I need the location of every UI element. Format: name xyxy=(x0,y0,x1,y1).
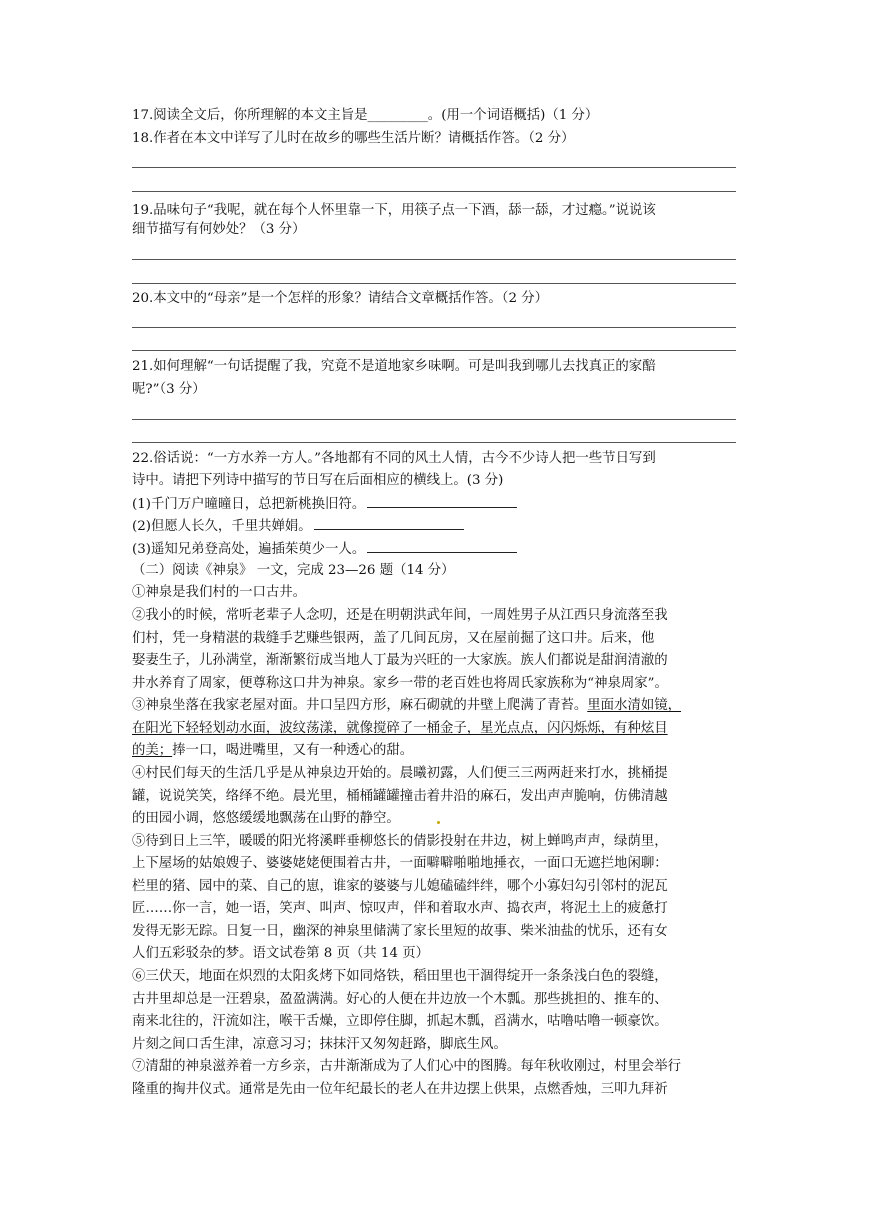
question-21-line-2: 呢?”（3 分） xyxy=(132,382,206,397)
paragraph-4-line: 罐，说说笑笑，络绎不绝。晨光里，桶桶罐罐撞击着井沿的麻石，发出声声脆响，仿佛清越 xyxy=(132,789,668,804)
paragraph-3-line xyxy=(132,742,738,760)
poem-item-1 xyxy=(132,495,738,514)
paragraph-5-line: 匠……你一言，她一语，笑声、叫声、惊叹声，伴和着取水声、捣衣声，将泥土上的疲惫打 xyxy=(132,901,668,916)
paragraph-3-line xyxy=(132,697,738,715)
paragraph-5-line: 发得无影无踪。日复一日，幽深的神泉里储满了家长里短的故事、柴米油盐的忧乐，还有女 xyxy=(132,924,668,939)
poem-text: (1)千门万户曈曈日，总把新桃换旧符。 xyxy=(132,497,366,512)
question-18: 18.作者在本文中详写了儿时在故乡的哪些生活片断？请概括作答。（2 分） xyxy=(132,131,575,146)
paragraph-7-line: ⑦清甜的神泉滋养着一方乡亲，古井渐渐成为了人们心中的图腾。每年秋收刚过，村里会举行 xyxy=(132,1059,682,1074)
answer-line[interactable] xyxy=(132,167,736,168)
section-2-heading: （二）阅读《神泉》 一文，完成 23—26 题（14 分） xyxy=(132,563,455,578)
question-17: 17.阅读全文后，你所理解的本文主旨是_________。(用一个词语概括)（1 分） xyxy=(132,108,599,123)
paragraph-3-line xyxy=(132,720,738,738)
question-19-line-1: 19.品味句子“我呢，就在每个人怀里靠一下，用筷子点一下酒，舔一舔，才过瘾。”说说该 xyxy=(132,203,656,218)
paragraph-2-line: 井水养育了周家，便尊称这口井为神泉。家乡一带的老百姓也将周氏家族称为“神泉周家”。 xyxy=(132,676,668,691)
poem-item-2 xyxy=(132,517,738,536)
answer-line[interactable] xyxy=(132,259,736,260)
fill-blank[interactable] xyxy=(314,517,464,530)
decorative-dot xyxy=(437,821,440,824)
paragraph-2-line: 们村，凭一身精湛的栽缝手艺赚些银两，盖了几间瓦房，又在屋前掘了这口井。后来，他 xyxy=(132,631,655,646)
paragraph-6-line: 片刻之间口舌生津，凉意习习；抹抹汗又匆匆赶路，脚底生风。 xyxy=(132,1037,507,1052)
question-20: 20.本文中的“母亲”是一个怎样的形象？请结合文章概括作答。（2 分） xyxy=(132,291,548,306)
paragraph-5-line: 上下屋场的姑娘嫂子、婆婆姥姥便围着古井，一面噼噼啪啪地捶衣，一面口无遮拦地闲聊： xyxy=(132,856,668,871)
fill-blank[interactable] xyxy=(367,540,517,553)
plain-text: 捧一口，喝进嘴里，又有一种透心的甜。 xyxy=(172,743,414,758)
question-21-line-1: 21.如何理解“一句话提醒了我，究竟不是道地家乡味啊。可是叫我到哪儿去找真正的家醅 xyxy=(132,359,656,374)
paragraph-4-line: ④村民们每天的生活几乎是从神泉边开始的。晨曦初露，人们便三三两两赶来打水，挑桶提 xyxy=(132,766,668,781)
answer-line[interactable] xyxy=(132,283,736,284)
poem-text: (2)但愿人长久，千里共婵娟。 xyxy=(132,519,312,534)
paragraph-1: ①神泉是我们村的一口古井。 xyxy=(132,585,307,600)
paragraph-6-line: 南来北往的，汗流如注，喉干舌燥，立即停住脚，抓起木瓢，舀满水，咕噜咕噜一顿豪饮。 xyxy=(132,1014,668,1029)
question-19-line-2: 细节描写有何妙处？（3 分） xyxy=(132,222,306,237)
paragraph-2-line: 娶妻生子，儿孙满堂，渐渐繁衍成当地人丁最为兴旺的一大家族。族人们都说是甜润清澈的 xyxy=(132,653,668,668)
paragraph-2-line: ②我小的时候，常听老辈子人念叨，还是在明朝洪武年间，一周姓男子从江西只身流落至我 xyxy=(132,608,668,623)
underlined-sentence: 的美； xyxy=(132,743,173,758)
underlined-sentence: 在阳光下轻轻划动水面，波纹荡漾，就像搅碎了一桶金子，星光点点，闪闪烁烁，有种炫目 xyxy=(132,721,668,736)
paragraph-5-line: ⑤待到日上三竿，暖暖的阳光将溪畔垂柳悠长的倩影投射在井边，树上蝉鸣声声，绿荫里， xyxy=(132,834,668,849)
fill-blank[interactable] xyxy=(367,495,517,508)
answer-line[interactable] xyxy=(132,419,736,420)
paragraph-5-line: 栏里的猪、园中的菜、自己的崽，谁家的婆婆与儿媳磕磕绊绊，哪个小寡妇勾引邻村的泥瓦 xyxy=(132,879,668,894)
paragraph-4-line: 的田园小调，悠悠缓缓地飘荡在山野的静空。 xyxy=(132,811,400,826)
answer-line[interactable] xyxy=(132,191,736,192)
plain-text: ③神泉坐落在我家老屋对面。井口呈四方形，麻石砌就的井壁上爬满了青苔。 xyxy=(132,698,588,713)
paragraph-7-line: 隆重的掏井仪式。通常是先由一位年纪最长的老人在井边摆上供果，点燃香烛，三叩九拜祈 xyxy=(132,1082,668,1097)
underlined-sentence: 里面水清如镜， xyxy=(587,698,682,713)
question-22-line-1: 22.俗话说：“一方水养一方人。”各地都有不同的风土人情，古今不少诗人把一些节日写到 xyxy=(132,451,656,466)
paragraph-5-line: 人们五彩驳杂的梦。语文试卷第 8 页（共 14 页） xyxy=(132,946,430,961)
answer-line[interactable] xyxy=(132,442,736,443)
question-22-line-2: 诗中。请把下列诗中描写的节日写在后面相应的横线上。(3 分) xyxy=(132,473,504,488)
poem-text: (3)遥知兄弟登高处，遍插茱萸少一人。 xyxy=(132,542,366,557)
paragraph-6-line: 古井里却总是一汪碧泉，盈盈满满。好心的人便在井边放一个木瓢。那些挑担的、推车的、 xyxy=(132,992,668,1007)
answer-line[interactable] xyxy=(132,327,736,328)
answer-line[interactable] xyxy=(132,350,736,351)
paragraph-6-line: ⑥三伏天，地面在炽烈的太阳炙烤下如同烙铁，稻田里也干涸得绽开一条条浅白色的裂缝， xyxy=(132,969,668,984)
poem-item-3 xyxy=(132,540,738,559)
